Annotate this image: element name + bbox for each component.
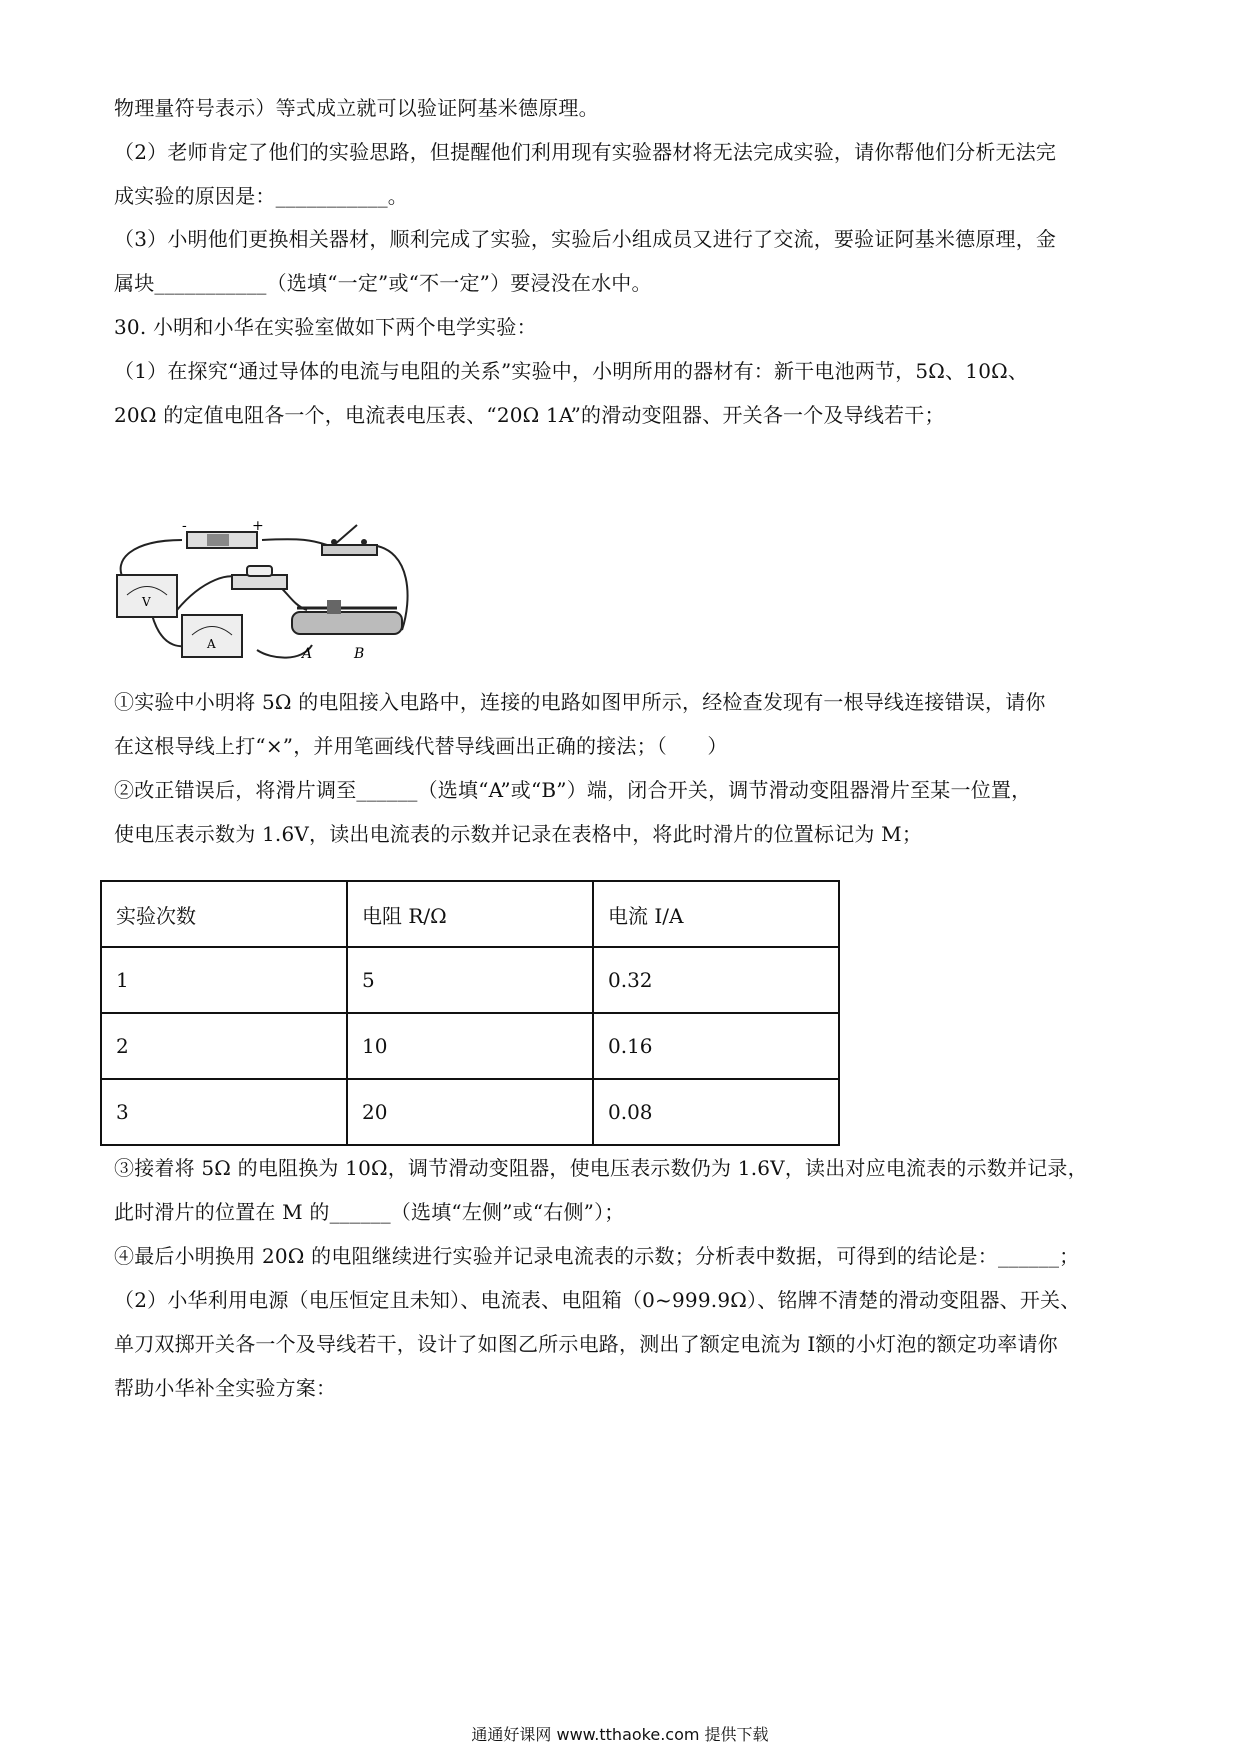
- table-cell: 2: [101, 1013, 347, 1079]
- rheostat-end-b-label: B: [354, 646, 365, 662]
- table-row: [101, 947, 839, 1013]
- text-line-5: 属块___________（选填“一定”或“不一定”）要浸没在水中。: [114, 271, 652, 295]
- table-cell: 20: [347, 1079, 593, 1145]
- text-line-13: ③接着将 5Ω 的电阻换为 10Ω，调节滑动变阻器，使电压表示数仍为 1.6V，读出对应电流表的示数并记录，: [114, 1156, 1088, 1180]
- voltmeter-label: V: [142, 595, 151, 609]
- text-line-7: （1）在探究“通过导体的电流与电阻的关系”实验中，小明所用的器材有：新干电池两节，5Ω、10Ω、: [114, 359, 1029, 383]
- rheostat-end-a-label: A: [302, 646, 313, 662]
- switch-icon: [322, 525, 377, 555]
- text-line-2: （2）老师肯定了他们的实验思路，但提醒他们利用现有实验器材将无法完成实验，请你帮他们分析无法完: [114, 140, 1057, 164]
- table-cell: 0.16: [593, 1013, 839, 1079]
- table-row: [101, 1013, 839, 1079]
- ammeter-label: A: [207, 637, 216, 651]
- battery-plus-label: +: [252, 520, 264, 534]
- table-header-cell: 电流 I/A: [593, 881, 839, 947]
- battery-icon: [182, 520, 264, 548]
- table-row: [101, 1079, 839, 1145]
- table-header-cell: 电阻 R/Ω: [347, 881, 593, 947]
- circuit-figure: [112, 520, 432, 670]
- voltmeter-icon: [117, 575, 177, 617]
- ammeter-icon: [182, 615, 242, 657]
- text-line-18: 帮助小华补全实验方案：: [114, 1376, 337, 1400]
- table-header-cell: 实验次数: [101, 881, 347, 947]
- text-line-8: 20Ω 的定值电阻各一个，电流表电压表、“20Ω 1A”的滑动变阻器、开关各一个及导线若干；: [114, 403, 945, 427]
- text-line-10: 在这根导线上打“×”，并用笔画线代替导线画出正确的接法；（ ）: [114, 734, 728, 758]
- text-line-3: 成实验的原因是：___________。: [114, 184, 408, 208]
- table-header-row: [101, 881, 839, 947]
- text-line-4: （3）小明他们更换相关器材，顺利完成了实验，实验后小组成员又进行了交流，要验证阿基米德原理，金: [114, 227, 1057, 251]
- text-line-9: ①实验中小明将 5Ω 的电阻接入电路中，连接的电路如图甲所示，经检查发现有一根导线连接错误，请你: [114, 690, 1046, 714]
- question-30-title: 30. 小明和小华在实验室做如下两个电学实验：: [114, 315, 537, 339]
- text-line-1: 物理量符号表示）等式成立就可以验证阿基米德原理。: [114, 96, 599, 120]
- table-cell: 0.32: [593, 947, 839, 1013]
- table-cell: 1: [101, 947, 347, 1013]
- resistor-icon: [232, 566, 287, 589]
- wire: [262, 539, 327, 545]
- battery-minus-label: -: [182, 520, 187, 534]
- table-cell: 5: [347, 947, 593, 1013]
- text-line-15: ④最后小明换用 20Ω 的电阻继续进行实验并记录电流表的示数；分析表中数据，可得到的结论是：______；: [114, 1244, 1080, 1268]
- table-cell: 3: [101, 1079, 347, 1145]
- text-line-12: 使电压表示数为 1.6V，读出电流表的示数并记录在表格中，将此时滑片的位置标记为 M；: [114, 822, 923, 846]
- data-table: [100, 880, 840, 1146]
- page-footer: 通通好课网 www.tthaoke.com 提供下载: [471, 1725, 769, 1744]
- table-cell: 10: [347, 1013, 593, 1079]
- table-cell: 0.08: [593, 1079, 839, 1145]
- text-line-16: （2）小华利用电源（电压恒定且未知）、电流表、电阻箱（0~999.9Ω）、铭牌不清楚的滑动变阻器、开关、: [114, 1288, 1081, 1312]
- rheostat-icon: [292, 600, 402, 662]
- text-line-11: ②改正错误后，将滑片调至______（选填“A”或“B”）端，闭合开关，调节滑动变阻器滑片至某一位置，: [114, 778, 1032, 802]
- text-line-14: 此时滑片的位置在 M 的______（选填“左侧”或“右侧”）；: [114, 1200, 625, 1224]
- text-line-17: 单刀双掷开关各一个及导线若干，设计了如图乙所示电路，测出了额定电流为 I额的小灯泡的额定功率请你: [114, 1332, 1058, 1356]
